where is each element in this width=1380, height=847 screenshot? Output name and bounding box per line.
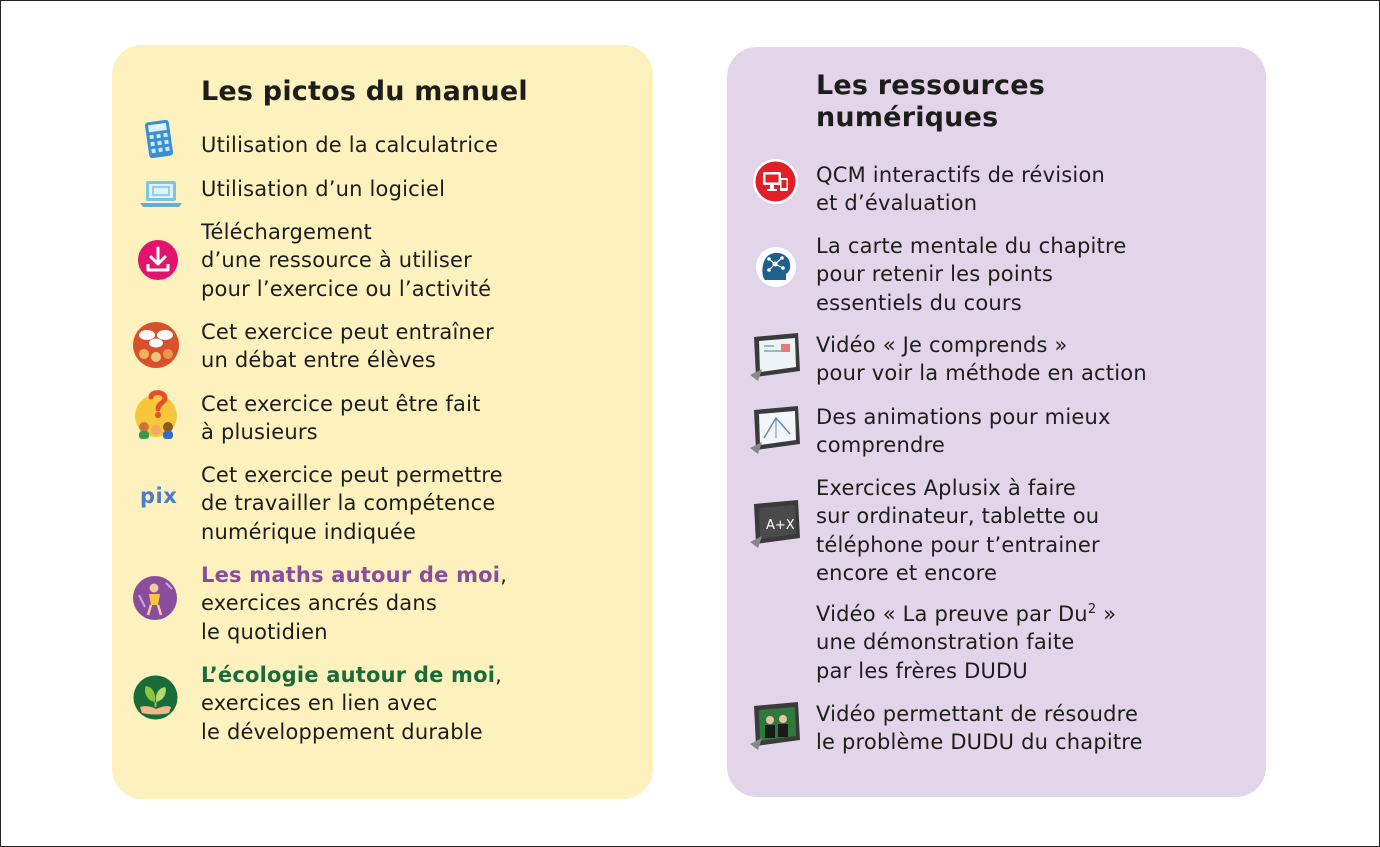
- svg-text:A+X: A+X: [766, 518, 795, 533]
- laptop-icon: [137, 179, 185, 209]
- resources-item-mindmap: La carte mentale du chapitre pour retenir les points essentiels du cours: [816, 234, 1127, 315]
- mind-map-icon: [755, 246, 797, 288]
- maths-highlight: Les maths autour de moi: [201, 563, 501, 587]
- resources-item-preuve-du2: Vidéo « La preuve par Du$^2$ » une démonstration faite par les frères DUDU: [816, 602, 1117, 683]
- tablet-aplusix-icon: [748, 498, 804, 550]
- pictos-item-download: Téléchargement d’une ressource à utiliser pour l’exercice ou l’activité: [201, 220, 492, 301]
- ecology-icon: [132, 674, 179, 721]
- resources-item-qcm: QCM interactifs de révision et d’évaluation: [816, 163, 1106, 216]
- debate-icon: [132, 321, 180, 369]
- pictos-title: Les pictos du manuel: [201, 76, 528, 107]
- pictos-item-maths: Les maths autour de moi, exercices ancrés dans le quotidien: [201, 563, 508, 644]
- pix-icon: pix: [140, 484, 178, 508]
- group-work-icon: [133, 389, 179, 441]
- resources-item-animations: Des animations pour mieux comprendre: [816, 405, 1111, 458]
- pictos-item-calculator: Utilisation de la calculatrice: [201, 133, 499, 157]
- tablet-animation-icon: [748, 404, 804, 456]
- resources-item-aplusix: Exercices Aplusix à faire sur ordinateur, tablette ou téléphone pour t’entrainer encore et encore: [816, 476, 1100, 585]
- pictos-item-debate: Cet exercice peut entraîner un débat entre élèves: [201, 320, 494, 373]
- ecology-highlight: L’écologie autour de moi: [201, 663, 496, 687]
- calculator-icon: [140, 119, 178, 159]
- tablet-video-icon: [748, 331, 804, 383]
- pictos-item-group: Cet exercice peut être fait à plusieurs: [201, 392, 481, 445]
- resources-item-video-comprends: Vidéo « Je comprends » pour voir la méthode en action: [816, 333, 1147, 386]
- tablet-dudu-icon: [748, 700, 804, 752]
- pictos-item-pix: Cet exercice peut permettre de travailler la compétence numérique indiquée: [201, 463, 503, 544]
- pictos-item-ecology: L’écologie autour de moi, exercices en lien avec le développement durable: [201, 663, 503, 744]
- resources-title: Les ressources numériques: [816, 70, 1046, 133]
- resources-item-dudu: Vidéo permettant de résoudre le problème DUDU du chapitre: [816, 702, 1143, 755]
- pictos-item-software: Utilisation d’un logiciel: [201, 177, 446, 201]
- download-icon: [137, 239, 179, 281]
- qcm-screen-icon: [752, 158, 799, 205]
- maths-daily-icon: [132, 575, 178, 621]
